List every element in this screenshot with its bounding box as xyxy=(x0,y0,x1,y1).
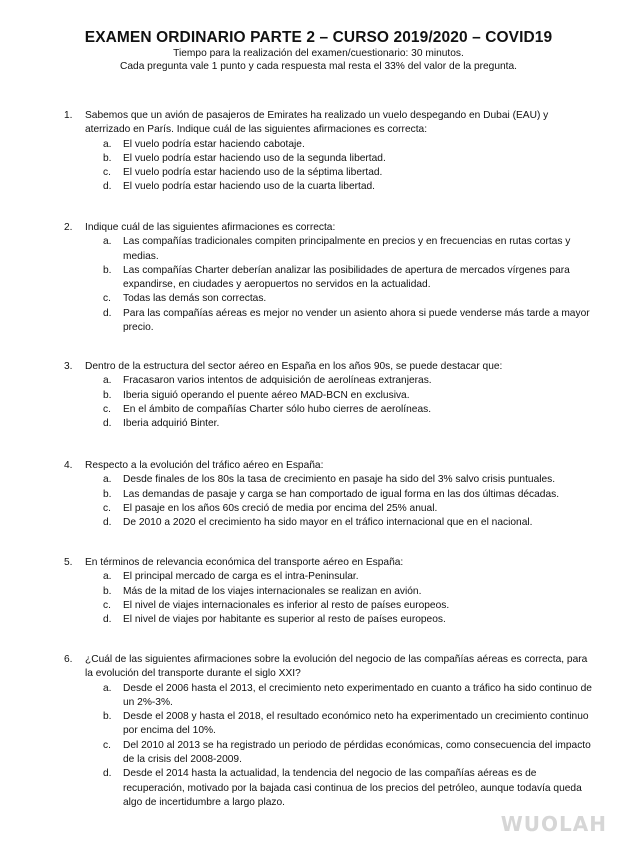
option-letter: c. xyxy=(103,293,111,305)
option-text: El vuelo podría estar haciendo cabotaje. xyxy=(123,138,305,150)
option-b xyxy=(103,488,596,502)
question-4 xyxy=(64,459,596,530)
option-letter: b. xyxy=(103,711,112,723)
option-a xyxy=(103,570,596,584)
option-text: Del 2010 al 2013 se ha registrado un periodo de pérdidas económicas, como consecuencia del impacto de la crisis del 2008-2009. xyxy=(123,739,591,766)
option-text: Iberia siguió operando el puente aéreo MAD-BCN en exclusiva. xyxy=(123,389,410,401)
option-letter: b. xyxy=(103,264,112,276)
option-letter: c. xyxy=(103,167,111,179)
option-letter: d. xyxy=(103,768,112,780)
question-text: Respecto a la evolución del tráfico aéreo en España: xyxy=(85,460,324,471)
option-letter: d. xyxy=(103,307,112,319)
option-d xyxy=(103,613,596,627)
question-number: 2. xyxy=(64,222,73,233)
option-c xyxy=(103,599,596,613)
option-letter: c. xyxy=(103,739,111,751)
option-letter: d. xyxy=(103,418,112,430)
option-c xyxy=(103,166,596,180)
option-text: El nivel de viajes internacionales es inferior al resto de países europeos. xyxy=(123,599,450,611)
option-text: El vuelo podría estar haciendo uso de la cuarta libertad. xyxy=(123,181,376,193)
option-b xyxy=(103,264,596,293)
option-a xyxy=(103,374,596,388)
option-b xyxy=(103,585,596,599)
option-text: El vuelo podría estar haciendo uso de la séptima libertad. xyxy=(123,167,383,179)
question-text: Indique cuál de las siguientes afirmaciones es correcta: xyxy=(85,222,336,233)
exam-time-note: Tiempo para la realización del examen/cuestionario: 30 minutos. xyxy=(173,48,464,59)
option-text: De 2010 a 2020 el crecimiento ha sido mayor en el tráfico internacional que en el nacional. xyxy=(123,517,533,529)
option-c xyxy=(103,739,596,768)
option-letter: b. xyxy=(103,488,112,500)
option-letter: c. xyxy=(103,502,111,514)
question-text: En términos de relevancia económica del transporte aéreo en España: xyxy=(85,557,404,568)
question-2 xyxy=(64,221,596,335)
option-b xyxy=(103,389,596,403)
option-text: Desde finales de los 80s la tasa de crecimiento en pasaje ha sido del 3% salvo crisis puntuales. xyxy=(123,474,556,486)
option-text: Fracasaron varios intentos de adquisición de aerolíneas extranjeras. xyxy=(123,375,432,387)
option-text: Desde el 2014 hasta la actualidad, la tendencia del negocio de las compañías aéreas es de recuperación, motivado por la bajada casi continua de los precios del petróleo, aunque todavía queda algo de incertidumbre a largo plazo. xyxy=(123,768,582,808)
question-text: Sabemos que un avión de pasajeros de Emirates ha realizado un vuelo despegando en Dubai (EAU) y aterrizado en París. Indique cuál de las siguientes afirmaciones es correcta: xyxy=(85,110,549,136)
option-c xyxy=(103,502,596,516)
option-text: En el ámbito de compañías Charter sólo hubo cierres de aerolíneas. xyxy=(123,403,432,415)
question-number: 4. xyxy=(64,460,73,471)
option-letter: c. xyxy=(103,403,111,415)
option-text: El nivel de viajes por habitante es superior al resto de países europeos. xyxy=(123,614,446,626)
option-text: Desde el 2008 y hasta el 2018, el resultado económico neto ha experimentado un crecimiento continuo por encima del 10%. xyxy=(123,711,589,737)
option-text: Las compañías Charter deberían analizar las posibilidades de apertura de mercados vírgenes para expandirse, en ciudades y aeropuertos no servidos en la actualidad. xyxy=(123,264,570,291)
question-number: 1. xyxy=(64,110,73,121)
option-text: Iberia adquirió Binter. xyxy=(123,418,220,430)
option-d xyxy=(103,417,596,431)
question-6 xyxy=(64,653,596,810)
option-a xyxy=(103,682,596,711)
option-letter: a. xyxy=(103,474,112,486)
option-text: Más de la mitad de los viajes internacionales se realizan en avión. xyxy=(123,585,422,597)
option-b xyxy=(103,710,596,739)
option-letter: b. xyxy=(103,152,112,164)
option-d xyxy=(103,307,596,336)
option-a xyxy=(103,473,596,487)
option-text: Las compañías tradicionales compiten principalmente en precios y en frecuencias en rutas cortas y medias. xyxy=(123,236,571,262)
option-text: Para las compañías aéreas es mejor no vender un asiento ahora si puede venderse más tarde a mayor precio. xyxy=(123,307,590,334)
question-number: 3. xyxy=(64,361,73,372)
question-text: Dentro de la estructura del sector aéreo en España en los años 90s, se puede destacar que: xyxy=(85,361,503,372)
exam-title: EXAMEN ORDINARIO PARTE 2 – CURSO 2019/2020 – COVID19 xyxy=(84,29,553,46)
option-a xyxy=(103,138,596,152)
option-text: El vuelo podría estar haciendo uso de la segunda libertad. xyxy=(123,152,386,164)
option-letter: a. xyxy=(103,236,112,248)
question-1 xyxy=(64,109,596,195)
option-text: Todas las demás son correctas. xyxy=(123,293,267,305)
option-text: El principal mercado de carga es el intra-Peninsular. xyxy=(123,571,359,583)
option-letter: d. xyxy=(103,614,112,626)
option-letter: a. xyxy=(103,682,112,694)
option-text: Desde el 2006 hasta el 2013, el crecimiento neto experimentado en cuanto a tráfico ha sido continuo de un 2%-3%. xyxy=(123,682,592,708)
question-3 xyxy=(64,360,596,431)
wuolah-watermark: WUOLAH xyxy=(500,812,607,836)
option-c xyxy=(103,403,596,417)
question-5 xyxy=(64,556,596,627)
option-d xyxy=(103,180,596,194)
option-letter: d. xyxy=(103,181,112,193)
option-text: Las demandas de pasaje y carga se han comportado de igual forma en las dos últimas décadas. xyxy=(123,488,560,500)
option-letter: b. xyxy=(103,585,112,597)
option-letter: a. xyxy=(103,375,112,387)
option-letter: b. xyxy=(103,389,112,401)
question-number: 6. xyxy=(64,654,73,665)
option-b xyxy=(103,152,596,166)
exam-scoring-note: Cada pregunta vale 1 punto y cada respuesta mal resta el 33% del valor de la pregunta. xyxy=(120,61,517,72)
option-d xyxy=(103,516,596,530)
exam-header xyxy=(0,28,637,73)
option-d xyxy=(103,767,596,810)
question-text: ¿Cuál de las siguientes afirmaciones sobre la evolución del negocio de las compañías aéreas es correcta, para la evolución del transporte durante el siglo XXI? xyxy=(85,654,588,680)
option-a xyxy=(103,235,596,264)
option-letter: d. xyxy=(103,517,112,529)
option-c xyxy=(103,292,596,306)
option-letter: a. xyxy=(103,138,112,150)
question-number: 5. xyxy=(64,557,73,568)
option-letter: c. xyxy=(103,599,111,611)
option-letter: a. xyxy=(103,571,112,583)
option-text: El pasaje en los años 60s creció de media por encima del 25% anual. xyxy=(123,502,438,514)
